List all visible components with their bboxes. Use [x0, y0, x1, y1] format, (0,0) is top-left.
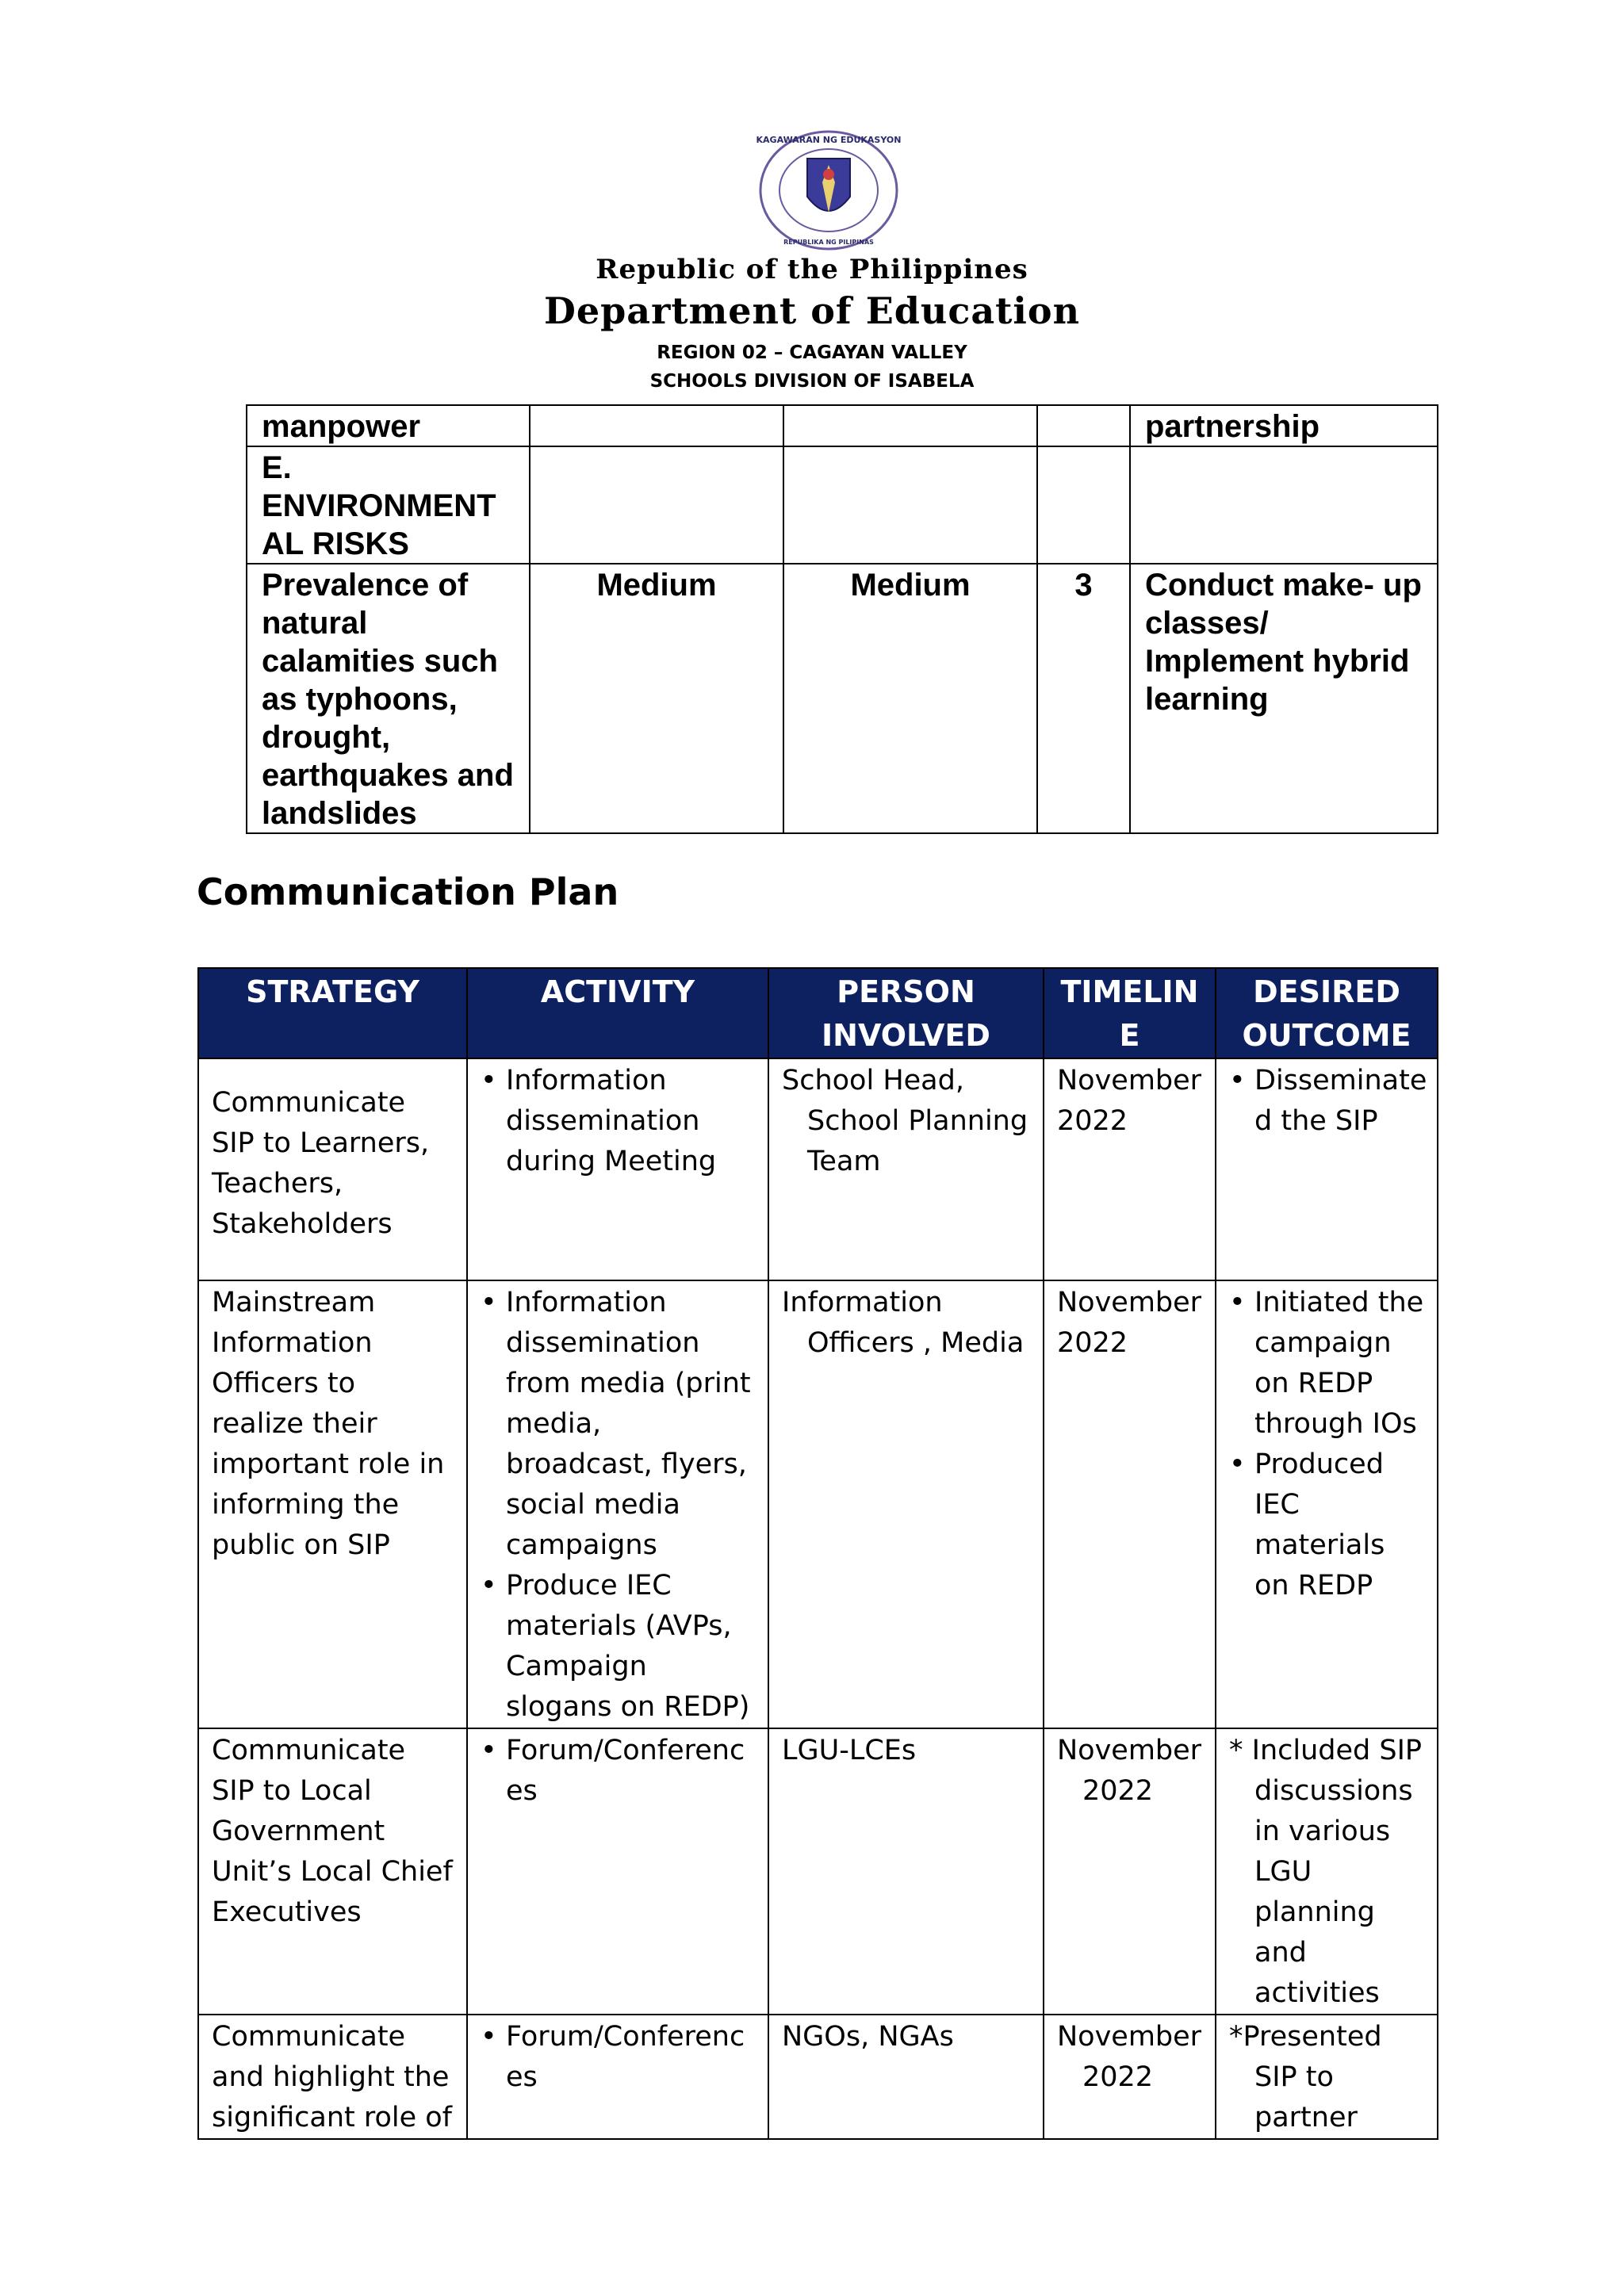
action-cell	[1130, 446, 1438, 564]
division-label: SCHOOLS DIVISION OF ISABELA	[649, 371, 975, 392]
person-cell	[768, 1058, 1044, 1280]
column-header-timeline: TIMELIN E	[1044, 968, 1216, 1058]
communication-plan-table	[197, 967, 1438, 2140]
table-row	[198, 1728, 1438, 2015]
impact-cell	[783, 405, 1037, 446]
timeline-cell	[1044, 2015, 1216, 2139]
list-item: • Initiated the campaign on REDP through IOs	[1229, 1283, 1424, 1445]
likelihood-cell	[530, 446, 783, 564]
column-header-person: PERSON INVOLVED	[768, 968, 1044, 1058]
activity-list	[481, 2017, 755, 2098]
outcome-cell	[1216, 2015, 1438, 2139]
person-text: Information Officers , Media	[782, 1287, 1025, 1359]
column-header-outcome: DESIRED OUTCOME	[1216, 968, 1438, 1058]
timeline-text: November 2022	[1057, 2021, 1202, 2093]
outcome-list	[1229, 1283, 1424, 1606]
outcome-text: *Presented SIP to partner	[1229, 2021, 1382, 2133]
rating-cell	[1037, 405, 1130, 446]
list-item: • Disseminate d the SIP	[1229, 1061, 1424, 1142]
timeline-cell	[1044, 1728, 1216, 2015]
impact-cell: Medium	[783, 564, 1037, 833]
region-label: REGION 02 – CAGAYAN VALLEY	[657, 342, 967, 363]
activity-list	[481, 1061, 755, 1182]
strategy-text: Communicate SIP to Learners, Teachers, Stakeholders	[212, 1087, 430, 1240]
seal-bottom-text: REPUBLIKA NG PILIPINAS	[783, 239, 874, 246]
timeline-cell: November 2022	[1044, 1280, 1216, 1728]
outcome-cell	[1216, 1728, 1438, 2015]
strategy-cell: Communicate and highlight the significant role of	[198, 2015, 467, 2139]
outcome-cell	[1216, 1058, 1438, 1280]
outcome-cell	[1216, 1280, 1438, 1728]
seal-ring-text: KAGAWARAN NG EDUKASYON	[756, 135, 902, 145]
deped-seal-logo	[753, 127, 904, 254]
risk-cell: Prevalence of natural calamities such as typhoons, drought, earthquakes and landslides	[247, 564, 530, 833]
list-item: • Forum/Conferenc es	[481, 1731, 755, 1812]
list-item: • Forum/Conferenc es	[481, 2017, 755, 2098]
list-item: • Information dissemination from media (print media, broadcast, flyers, social media campaigns	[481, 1283, 755, 1566]
department-title: Department of Education	[543, 289, 1081, 332]
person-cell: NGOs, NGAs	[768, 2015, 1044, 2139]
timeline-cell: November 2022	[1044, 1058, 1216, 1280]
column-header-strategy: STRATEGY	[198, 968, 467, 1058]
list-item: • Produce IEC materials (AVPs, Campaign slogans on REDP)	[481, 1566, 755, 1728]
table-row	[247, 564, 1438, 833]
person-text: School Head, School Planning Team	[782, 1065, 1028, 1177]
likelihood-cell: Medium	[530, 564, 783, 833]
person-cell	[768, 1280, 1044, 1728]
republic-title: Republic of the Philippines	[596, 254, 1028, 285]
risk-cell: E. ENVIRONMENT AL RISKS	[247, 446, 530, 564]
timeline-text: November 2022	[1057, 1735, 1202, 1807]
section-title: Communication Plan	[197, 871, 619, 913]
strategy-cell: Communicate SIP to Local Government Unit’s Local Chief Executives	[198, 1728, 467, 2015]
likelihood-cell	[530, 405, 783, 446]
outcome-text: * Included SIP discussions in various LGU planning and activities	[1229, 1735, 1423, 2009]
activity-list	[481, 1731, 755, 1812]
action-cell: partnership	[1130, 405, 1438, 446]
header-row	[198, 968, 1438, 1058]
action-cell: Conduct make- up classes/ Implement hybrid learning	[1130, 564, 1438, 833]
activity-cell	[467, 1728, 768, 2015]
rating-cell	[1037, 446, 1130, 564]
table-row	[198, 1058, 1438, 1280]
strategy-cell	[198, 1058, 467, 1280]
risk-table	[246, 404, 1438, 834]
list-item: • Produced IEC materials on REDP	[1229, 1445, 1424, 1606]
risk-cell: manpower	[247, 405, 530, 446]
strategy-cell: Mainstream Information Officers to realize their important role in informing the public on SIP	[198, 1280, 467, 1728]
rating-cell: 3	[1037, 564, 1130, 833]
table-row	[247, 405, 1438, 446]
table-row	[198, 2015, 1438, 2139]
table-row	[247, 446, 1438, 564]
outcome-list	[1229, 1061, 1427, 1142]
column-header-activity: ACTIVITY	[467, 968, 768, 1058]
activity-cell	[467, 2015, 768, 2139]
activity-cell	[467, 1280, 768, 1728]
person-cell: LGU-LCEs	[768, 1728, 1044, 2015]
activity-list	[481, 1283, 755, 1728]
impact-cell	[783, 446, 1037, 564]
table-row	[198, 1280, 1438, 1728]
list-item: • Information dissemination during Meeting	[481, 1061, 755, 1182]
activity-cell	[467, 1058, 768, 1280]
